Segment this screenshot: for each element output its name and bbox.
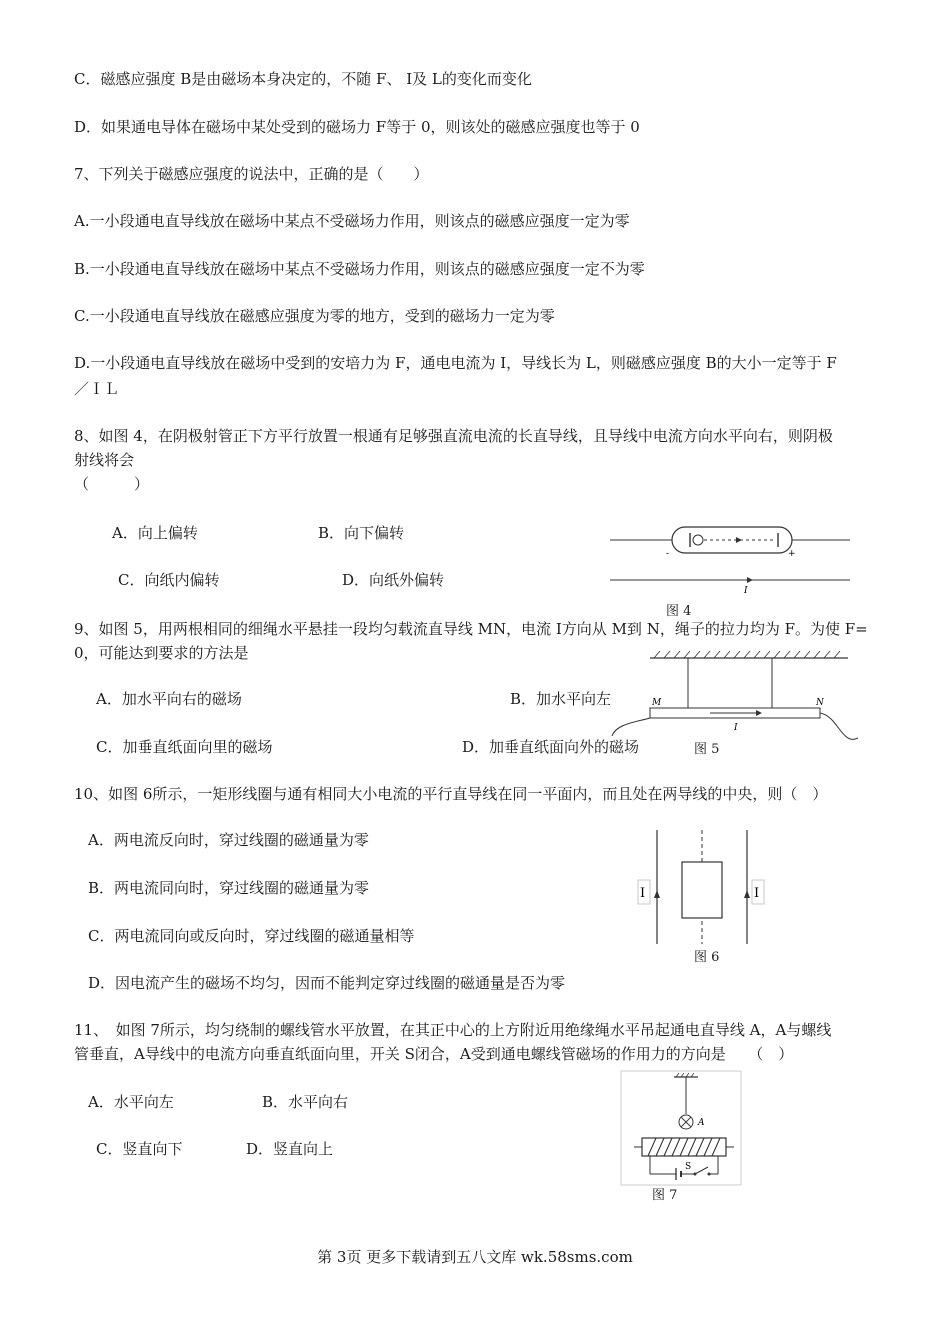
q9-option-d: D．加垂直纸面向外的磁场 bbox=[462, 738, 640, 756]
q11-stem-line2: 管垂直，A导线中的电流方向垂直纸面向里，开关 S闭合，A受到通电螺线管磁场的作用力的方向是 （ ） bbox=[74, 1045, 794, 1063]
fig6-left-current-label: I bbox=[640, 886, 646, 901]
q11-stem-line1: 11、 如图 7所示，均匀绕制的螺线管水平放置，在其正中心的上方附近用绝缘绳水平吊起通电直导线 A，A与螺线 bbox=[74, 1021, 832, 1039]
q7-option-b: B.一小段通电直导线放在磁场中某点不受磁场力作用，则该点的磁感应强度一定不为零 bbox=[74, 260, 645, 278]
q11-option-b: B．水平向右 bbox=[262, 1093, 349, 1111]
q11-option-a: A．水平向左 bbox=[88, 1093, 174, 1111]
fig4-current-label: I bbox=[744, 586, 748, 596]
fig5-m-label: M bbox=[652, 698, 662, 708]
q10-option-c: C．两电流同向或反向时，穿过线圈的磁通量相等 bbox=[88, 927, 415, 945]
q8-option-c: C．向纸内偏转 bbox=[118, 571, 220, 589]
q8-option-d: D．向纸外偏转 bbox=[342, 571, 445, 589]
fig7-switch-label: S bbox=[685, 1162, 692, 1172]
figure-6-coil-between-wires bbox=[632, 828, 772, 946]
figure-4-cathode-ray-tube bbox=[606, 520, 856, 600]
q8-stem-line2: 射线将会 bbox=[74, 451, 135, 469]
figure-6-caption: 图 6 bbox=[694, 950, 720, 965]
q10-stem: 10、如图 6所示，一矩形线圈与通有相同大小电流的平行直导线在同一平面内，而且处在两导线的中央，则（ ） bbox=[74, 785, 828, 803]
fig4-minus-label: - bbox=[666, 549, 670, 559]
q11-option-d: D．竖直向上 bbox=[246, 1140, 334, 1158]
fig5-n-label: N bbox=[816, 698, 824, 708]
q9-option-a: A．加水平向右的磁场 bbox=[96, 690, 242, 708]
fig5-current-label: I bbox=[734, 723, 738, 733]
q6-option-d: D．如果通电导体在磁场中某处受到的磁场力 F等于 0，则该处的磁感应强度也等于 0 bbox=[74, 118, 640, 136]
figure-4-caption: 图 4 bbox=[666, 604, 692, 619]
q7-option-c: C.一小段通电直导线放在磁感应强度为零的地方，受到的磁场力一定为零 bbox=[74, 307, 555, 325]
q7-option-a: A.一小段通电直导线放在磁场中某点不受磁场力作用，则该点的磁感应强度一定为零 bbox=[74, 212, 630, 230]
q9-option-c: C．加垂直纸面向里的磁场 bbox=[96, 738, 273, 756]
page-footer: 第 3页 更多下载请到五八文库 wk.58sms.com bbox=[317, 1248, 633, 1266]
q11-option-c: C．竖直向下 bbox=[96, 1140, 183, 1158]
figure-7-solenoid-circuit bbox=[620, 1070, 742, 1186]
figure-5-suspended-wire bbox=[606, 646, 868, 750]
q9-stem-line2: 0，可能达到要求的方法是 bbox=[74, 644, 249, 662]
q9-stem-line1: 9、如图 5，用两根相同的细绳水平悬挂一段均匀载流直导线 MN，电流 I方向从 M到 N，绳子的拉力均为 F。为使 F= bbox=[74, 620, 868, 638]
q10-option-d: D．因电流产生的磁场不均匀，因而不能判定穿过线圈的磁通量是否为零 bbox=[88, 974, 566, 992]
figure-7-caption: 图 7 bbox=[652, 1188, 678, 1203]
fig6-right-current-label: I bbox=[754, 886, 760, 901]
q8-stem-line3: （ ） bbox=[74, 475, 150, 493]
q8-option-a: A．向上偏转 bbox=[112, 524, 198, 542]
q6-option-c: C．磁感应强度 B是由磁场本身决定的，不随 F、 I及 L的变化而变化 bbox=[74, 70, 532, 88]
figure-5-caption: 图 5 bbox=[694, 742, 720, 757]
q7-option-d-line2: ／ＩＬ bbox=[74, 380, 120, 398]
q7-option-d-line1: D.一小段通电直导线放在磁场中受到的安培力为 F，通电电流为 I，导线长为 L，则磁感应强度 B的大小一定等于 F bbox=[74, 354, 837, 372]
q8-option-b: B．向下偏转 bbox=[318, 524, 405, 542]
fig7-lamp-label: A bbox=[698, 1118, 705, 1128]
q10-option-b: B．两电流同向时，穿过线圈的磁通量为零 bbox=[88, 879, 370, 897]
q7-stem: 7、下列关于磁感应强度的说法中，正确的是（ ） bbox=[74, 165, 429, 183]
q10-option-a: A．两电流反向时，穿过线圈的磁通量为零 bbox=[88, 831, 369, 849]
q9-option-b: B．加水平向左 bbox=[510, 690, 612, 708]
fig4-plus-label: + bbox=[788, 549, 796, 559]
q8-stem-line1: 8、如图 4，在阴极射管正下方平行放置一根通有足够强直流电流的长直导线，且导线中电流方向水平向右，则阴极 bbox=[74, 427, 833, 445]
